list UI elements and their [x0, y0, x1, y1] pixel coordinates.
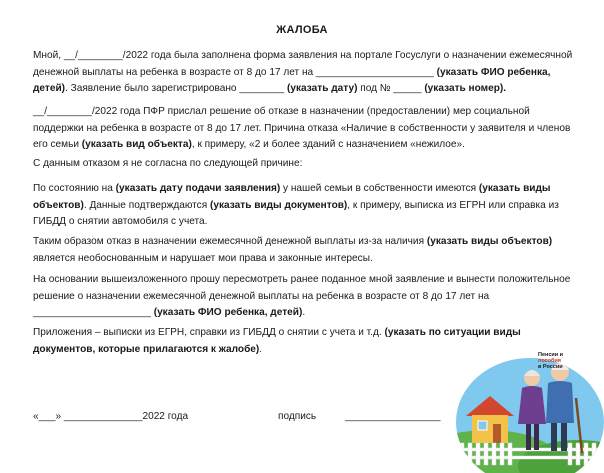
text: На основании вышеизложенного прошу пересмотреть ранее поданное мной заявление и вынести положительное решение о назначении ежемесячной денежной выплаты на ребенка в возрасте от 8 до 17 лет на _____________________ — [33, 274, 571, 318]
text: является необоснованным и нарушает мои права и законные интересы. — [33, 252, 373, 264]
text: , к примеру, «2 и более зданий с назначением «нежилое». — [191, 139, 465, 150]
text: , к примеру, выписка из ЕГРН или справка из ГИБДД о снятии автомобиля с учета. — [33, 199, 559, 227]
placeholder-number: (указать номер). — [424, 83, 507, 94]
placeholder-child-name: (указать ФИО ребенка, детей) — [33, 66, 551, 94]
text: у нашей семьи в собственности имеются — [280, 183, 479, 194]
placeholder-object-types: (указать виды объектов) — [426, 236, 553, 247]
paragraph-ownership — [33, 181, 578, 231]
text: . Заявление было зарегистрировано ________ — [65, 83, 288, 94]
placeholder-child-name: (указать ФИО ребенка, детей) — [153, 307, 303, 318]
text: . — [302, 307, 306, 318]
footer-date: «___» ______________2022 года — [33, 411, 189, 422]
placeholder-attachments: (указать по ситуации виды документов, которые прилагаются к жалобе) — [33, 327, 521, 355]
paragraph-disagree — [33, 156, 578, 173]
document-title: ЖАЛОБА — [276, 24, 328, 36]
footer-signature-label: подпись — [278, 411, 317, 422]
placeholder-application-date: (указать дату подачи заявления) — [115, 183, 281, 194]
text: Таким образом отказ в назначении ежемесячной денежной выплаты из-за наличия — [33, 236, 427, 247]
paragraph-refusal — [33, 104, 578, 154]
text: под № _____ — [357, 83, 425, 94]
placeholder-date: (указать дату) — [287, 83, 358, 94]
text: __/________/2022 года ПФР прислал решение об отказе в назначении (предоставлении) мер социальной поддержки на ребенка в возрасте от 8 до 17 лет. Причина отказа «Наличие в собственности у заявителя и членов его семьи — [33, 106, 571, 150]
text: Мной, __/________/2022 года была заполнена форма заявления на портале Госуслуги о назначении ежемесячной денежной выплаты на ребенка в возрасте от 8 до 17 лет на _____________________ — [33, 50, 573, 78]
logo-text: пособия — [538, 358, 562, 364]
text: . — [259, 343, 263, 355]
placeholder-object-type: (указать вид объекта) — [81, 139, 192, 150]
paragraph-request — [33, 272, 578, 322]
footer-signature-line: _________________ — [345, 411, 441, 422]
text: С данным отказом я не согласна по следующей причине: — [33, 158, 303, 169]
placeholder-object-types: (указать виды объектов) — [33, 183, 551, 211]
paragraph-application — [33, 48, 578, 98]
text: По состоянию на — [33, 183, 116, 194]
pension-illustration — [448, 348, 604, 473]
logo-text: Пенсии и — [538, 352, 564, 358]
paragraph-conclusion — [33, 234, 578, 267]
text: . Данные подтверждаются — [83, 199, 211, 211]
logo-text: в России — [538, 364, 563, 370]
placeholder-document-types: (указать виды документов) — [210, 199, 348, 211]
text: Приложения – выписки из ЕГРН, справки из ГИБДД о снятии с учета и т.д. — [33, 327, 385, 338]
